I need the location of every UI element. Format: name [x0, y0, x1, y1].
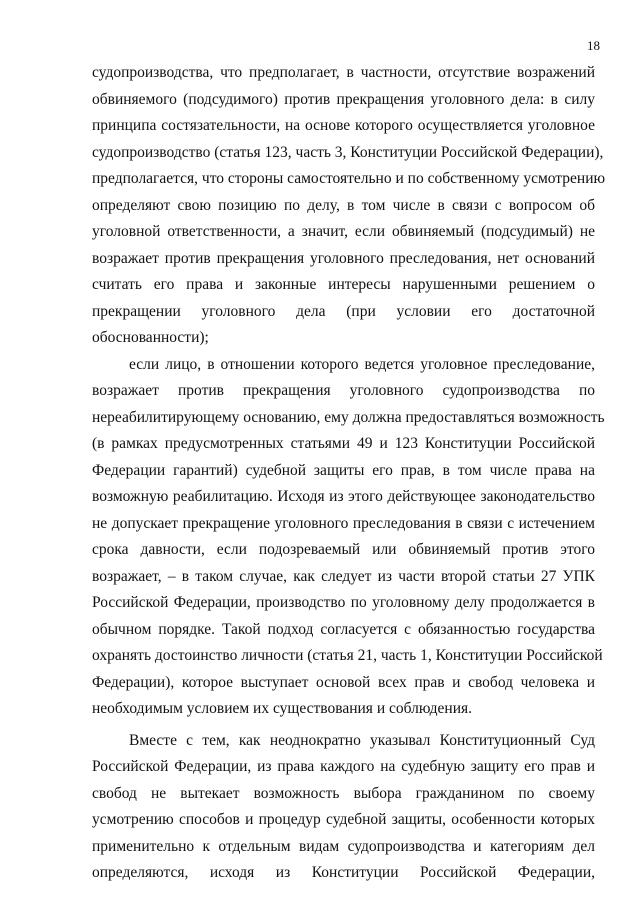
- paragraph-1: [92, 60, 606, 352]
- text-line: Федерации гарантий) судебной защиты его прав, в том числе права на: [92, 461, 595, 479]
- text-line: охранять достоинство личности (статья 21, часть 1, Конституции Российской: [92, 647, 603, 664]
- text-line: обвиняемого (подсудимого) против прекращения уголовного дела: в силу: [92, 90, 595, 108]
- text-line: возражает против прекращения уголовного преследования, нет оснований: [92, 249, 595, 267]
- text-line: необходимым условием их существования и соблюдения.: [92, 700, 472, 717]
- text-line: Вместе с тем, как неоднократно указывал Конституционный Суд: [129, 731, 595, 749]
- text-line: свобод не вытекает возможность выбора гражданином по своему: [92, 784, 595, 802]
- text-line: принципа состязательности, на основе которого осуществляется уголовное: [92, 117, 595, 134]
- text-line: возможную реабилитацию. Исходя из этого действующее законодательство: [92, 488, 595, 505]
- text-line: судопроизводства, что предполагает, в частности, отсутствие возражений: [92, 64, 595, 81]
- text-line: определяются, исходя из Конституции Российской Федерации,: [92, 864, 595, 881]
- text-line: Российской Федерации, из права каждого на судебную защиту его прав и: [92, 758, 595, 775]
- text-line: определяют свою позицию по делу, в том числе в связи с вопросом об: [92, 196, 595, 214]
- text-line: прекращении уголовного дела (при условии его достаточной: [92, 302, 595, 320]
- text-line: предполагается, что стороны самостоятельно и по собственному усмотрению: [92, 170, 606, 187]
- text-line: Федерации), которое выступает основой всех прав и свобод человека и: [92, 673, 595, 691]
- page-number: 18: [587, 38, 600, 53]
- text-line: срока давности, если подозреваемый или обвиняемый против этого: [92, 541, 595, 558]
- text-line: судопроизводство (статья 123, часть 3, Конституции Российской Федерации),: [92, 143, 604, 161]
- text-line: нереабилитирующему основанию, ему должна предоставляться возможность: [92, 408, 605, 426]
- text-line: если лицо, в отношении которого ведется уголовное преследование,: [129, 355, 595, 373]
- text-line: обоснованности);: [92, 329, 209, 346]
- text-line: обычном порядке. Такой подход согласуется с обязанностью государства: [92, 620, 595, 638]
- text-line: применительно к отдельным видам судопроизводства и категориям дел: [92, 837, 595, 855]
- paragraph-3: [92, 728, 595, 887]
- text-line: (в рамках предусмотренных статьями 49 и 123 Конституции Российской: [92, 435, 595, 452]
- text-line: не допускает прекращение уголовного преследования в связи с истечением: [92, 514, 595, 532]
- document-body: [92, 60, 606, 887]
- paragraph-2: [92, 352, 605, 723]
- text-line: считать его права и законные интересы нарушенными решением о: [92, 276, 595, 293]
- text-line: возражает против прекращения уголовного судопроизводства по: [92, 382, 595, 399]
- text-line: уголовной ответственности, а значит, если обвиняемый (подсудимый) не: [92, 223, 595, 240]
- text-line: Российской Федерации, производство по уголовному делу продолжается в: [92, 594, 595, 611]
- text-line: возражает, – в таком случае, как следует из части второй статьи 27 УПК: [92, 567, 595, 585]
- text-line: усмотрению способов и процедур судебной защиты, особенности которых: [92, 811, 595, 828]
